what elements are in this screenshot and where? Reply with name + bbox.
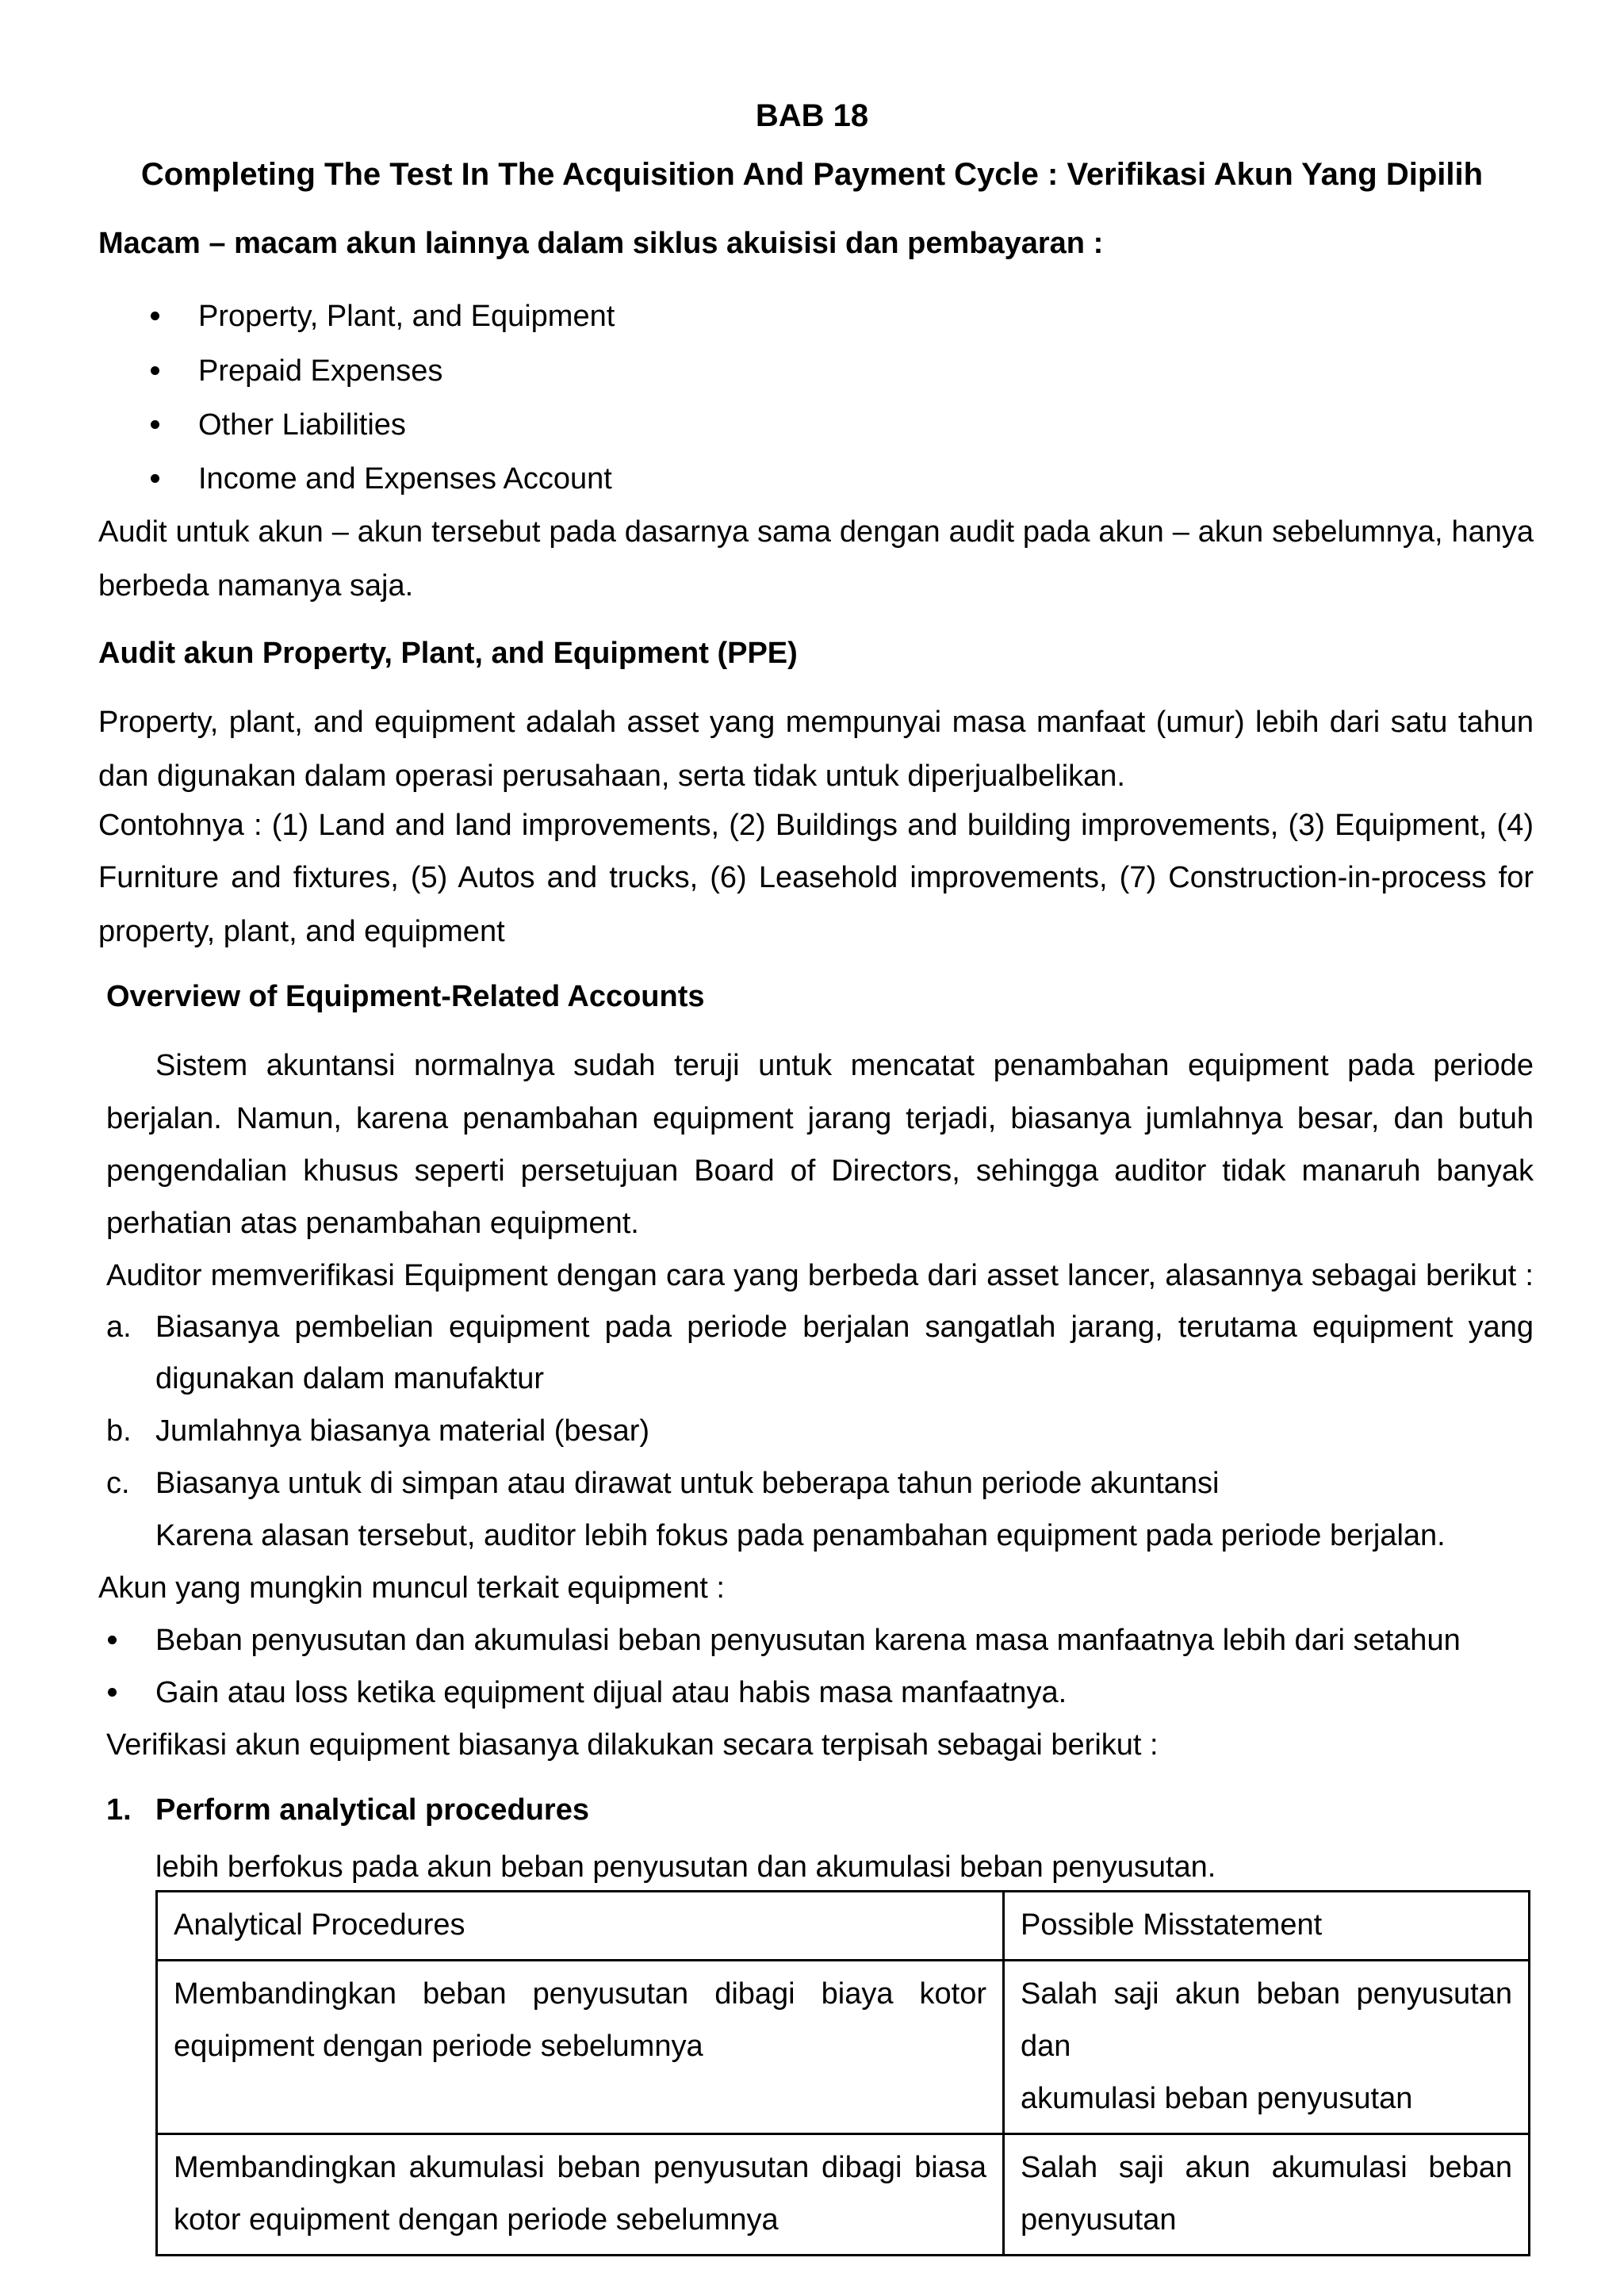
other-accounts-heading: Macam – macam akun lainnya dalam siklus akuisisi dan pembayaran : <box>98 227 1104 260</box>
list-item: Gain atau loss ketika equipment dijual atau habis masa manfaatnya. <box>155 1676 1067 1709</box>
overview-line: pengendalian khusus seperti persetujuan Board of Directors, sehingga auditor tidak manaruh banyak <box>106 1154 1534 1188</box>
cell-line: Membandingkan akumulasi beban penyusutan dibagi biasa <box>174 2151 986 2184</box>
bullet-icon <box>108 1636 117 1644</box>
ppe-heading: Audit akun Property, Plant, and Equipment (PPE) <box>98 637 798 670</box>
bullet-icon <box>151 312 159 320</box>
bullet-icon <box>108 1688 117 1697</box>
table-row <box>157 2134 1530 2256</box>
list-item: Biasanya pembelian equipment pada periode berjalan sangatlah jarang, terutama equipment yang <box>155 1311 1534 1344</box>
list-item: Jumlahnya biasanya material (besar) <box>155 1414 650 1448</box>
list-item: Income and Expenses Account <box>198 462 612 496</box>
list-marker: c. <box>106 1467 130 1500</box>
overview-line: perhatian atas penambahan equipment. <box>106 1207 639 1240</box>
ppe-examples-line: Contohnya : (1) Land and land improvements, (2) Buildings and building improvements, (3) Equipment, (4) <box>98 809 1534 842</box>
table-cell <box>157 2134 1004 2256</box>
list-item: Property, Plant, and Equipment <box>198 300 615 333</box>
auditor-verifies-text: Auditor memverifikasi Equipment dengan cara yang berbeda dari asset lancer, alasannya sebagai berikut : <box>106 1259 1534 1292</box>
cell-line: akumulasi beban penyusutan <box>1021 2082 1413 2115</box>
cell-line: kotor equipment dengan periode sebelumnya <box>174 2203 779 2237</box>
table-cell <box>1004 2134 1530 2256</box>
ppe-definition-line: Property, plant, and equipment adalah asset yang mempunyai masa manfaat (umur) lebih dari satu tahun <box>98 706 1534 739</box>
cell-line: Salah saji akun beban penyusutan dan <box>1021 1977 1512 2063</box>
related-accounts-intro: Akun yang mungkin muncul terkait equipment : <box>98 1571 725 1605</box>
document-title: Completing The Test In The Acquisition And Payment Cycle : Verifikasi Akun Yang Dipilih <box>140 157 1484 192</box>
ppe-definition-line: dan digunakan dalam operasi perusahaan, serta tidak untuk diperjualbelikan. <box>98 760 1125 793</box>
cell-line: equipment dengan periode sebelumnya <box>174 2030 703 2063</box>
overview-line: Sistem akuntansi normalnya sudah teruji untuk mencatat penambahan equipment pada periode <box>155 1049 1534 1082</box>
header-misstatement: Possible Misstatement <box>1021 1908 1323 1942</box>
analytical-procedures-table <box>155 1890 1530 2256</box>
overview-line: berjalan. Namun, karena penambahan equipment jarang terjadi, biasanya jumlahnya besar, dan butuh <box>106 1102 1534 1135</box>
chapter-heading: BAB 18 <box>755 98 869 133</box>
reason-conclusion: Karena alasan tersebut, auditor lebih fokus pada penambahan equipment pada periode berjalan. <box>155 1519 1446 1552</box>
table-cell <box>1004 1961 1530 2134</box>
list-item: Beban penyusutan dan akumulasi beban penyusutan karena masa manfaatnya lebih dari setahun <box>155 1624 1461 1657</box>
table-row <box>157 1961 1530 2134</box>
bullet-icon <box>151 366 159 375</box>
ppe-examples-line: property, plant, and equipment <box>98 915 505 948</box>
bullet-icon <box>151 474 159 483</box>
table-cell <box>157 1961 1004 2134</box>
table-header-cell <box>157 1892 1004 1961</box>
step-description: lebih berfokus pada akun beban penyusutan dan akumulasi beban penyusutan. <box>155 1850 1216 1884</box>
step-title: Perform analytical procedures <box>155 1793 589 1827</box>
audit-note-line: berbeda namanya saja. <box>98 569 414 603</box>
list-marker: b. <box>106 1414 132 1448</box>
list-item: Biasanya untuk di simpan atau dirawat untuk beberapa tahun periode akuntansi <box>155 1467 1220 1500</box>
list-item: Other Liabilities <box>198 408 406 442</box>
table-header-row <box>157 1892 1530 1961</box>
list-item: digunakan dalam manufaktur <box>155 1362 545 1395</box>
cell-line: penyusutan <box>1021 2203 1177 2237</box>
list-item: Prepaid Expenses <box>198 354 443 388</box>
list-marker: a. <box>106 1311 132 1344</box>
header-procedures: Analytical Procedures <box>174 1908 465 1942</box>
cell-line: Salah saji akun akumulasi beban <box>1021 2151 1512 2184</box>
step-number: 1. <box>106 1793 132 1827</box>
overview-heading: Overview of Equipment-Related Accounts <box>106 980 705 1013</box>
cell-line: Membandingkan beban penyusutan dibagi biaya kotor <box>174 1977 986 2011</box>
table-header-cell <box>1004 1892 1530 1961</box>
verification-intro: Verifikasi akun equipment biasanya dilakukan secara terpisah sebagai berikut : <box>106 1728 1159 1762</box>
audit-note-line: Audit untuk akun – akun tersebut pada dasarnya sama dengan audit pada akun – akun sebelumnya, hanya <box>98 515 1534 549</box>
bullet-icon <box>151 420 159 429</box>
ppe-examples-line: Furniture and fixtures, (5) Autos and trucks, (6) Leasehold improvements, (7) Construction-in-process for <box>98 861 1534 894</box>
